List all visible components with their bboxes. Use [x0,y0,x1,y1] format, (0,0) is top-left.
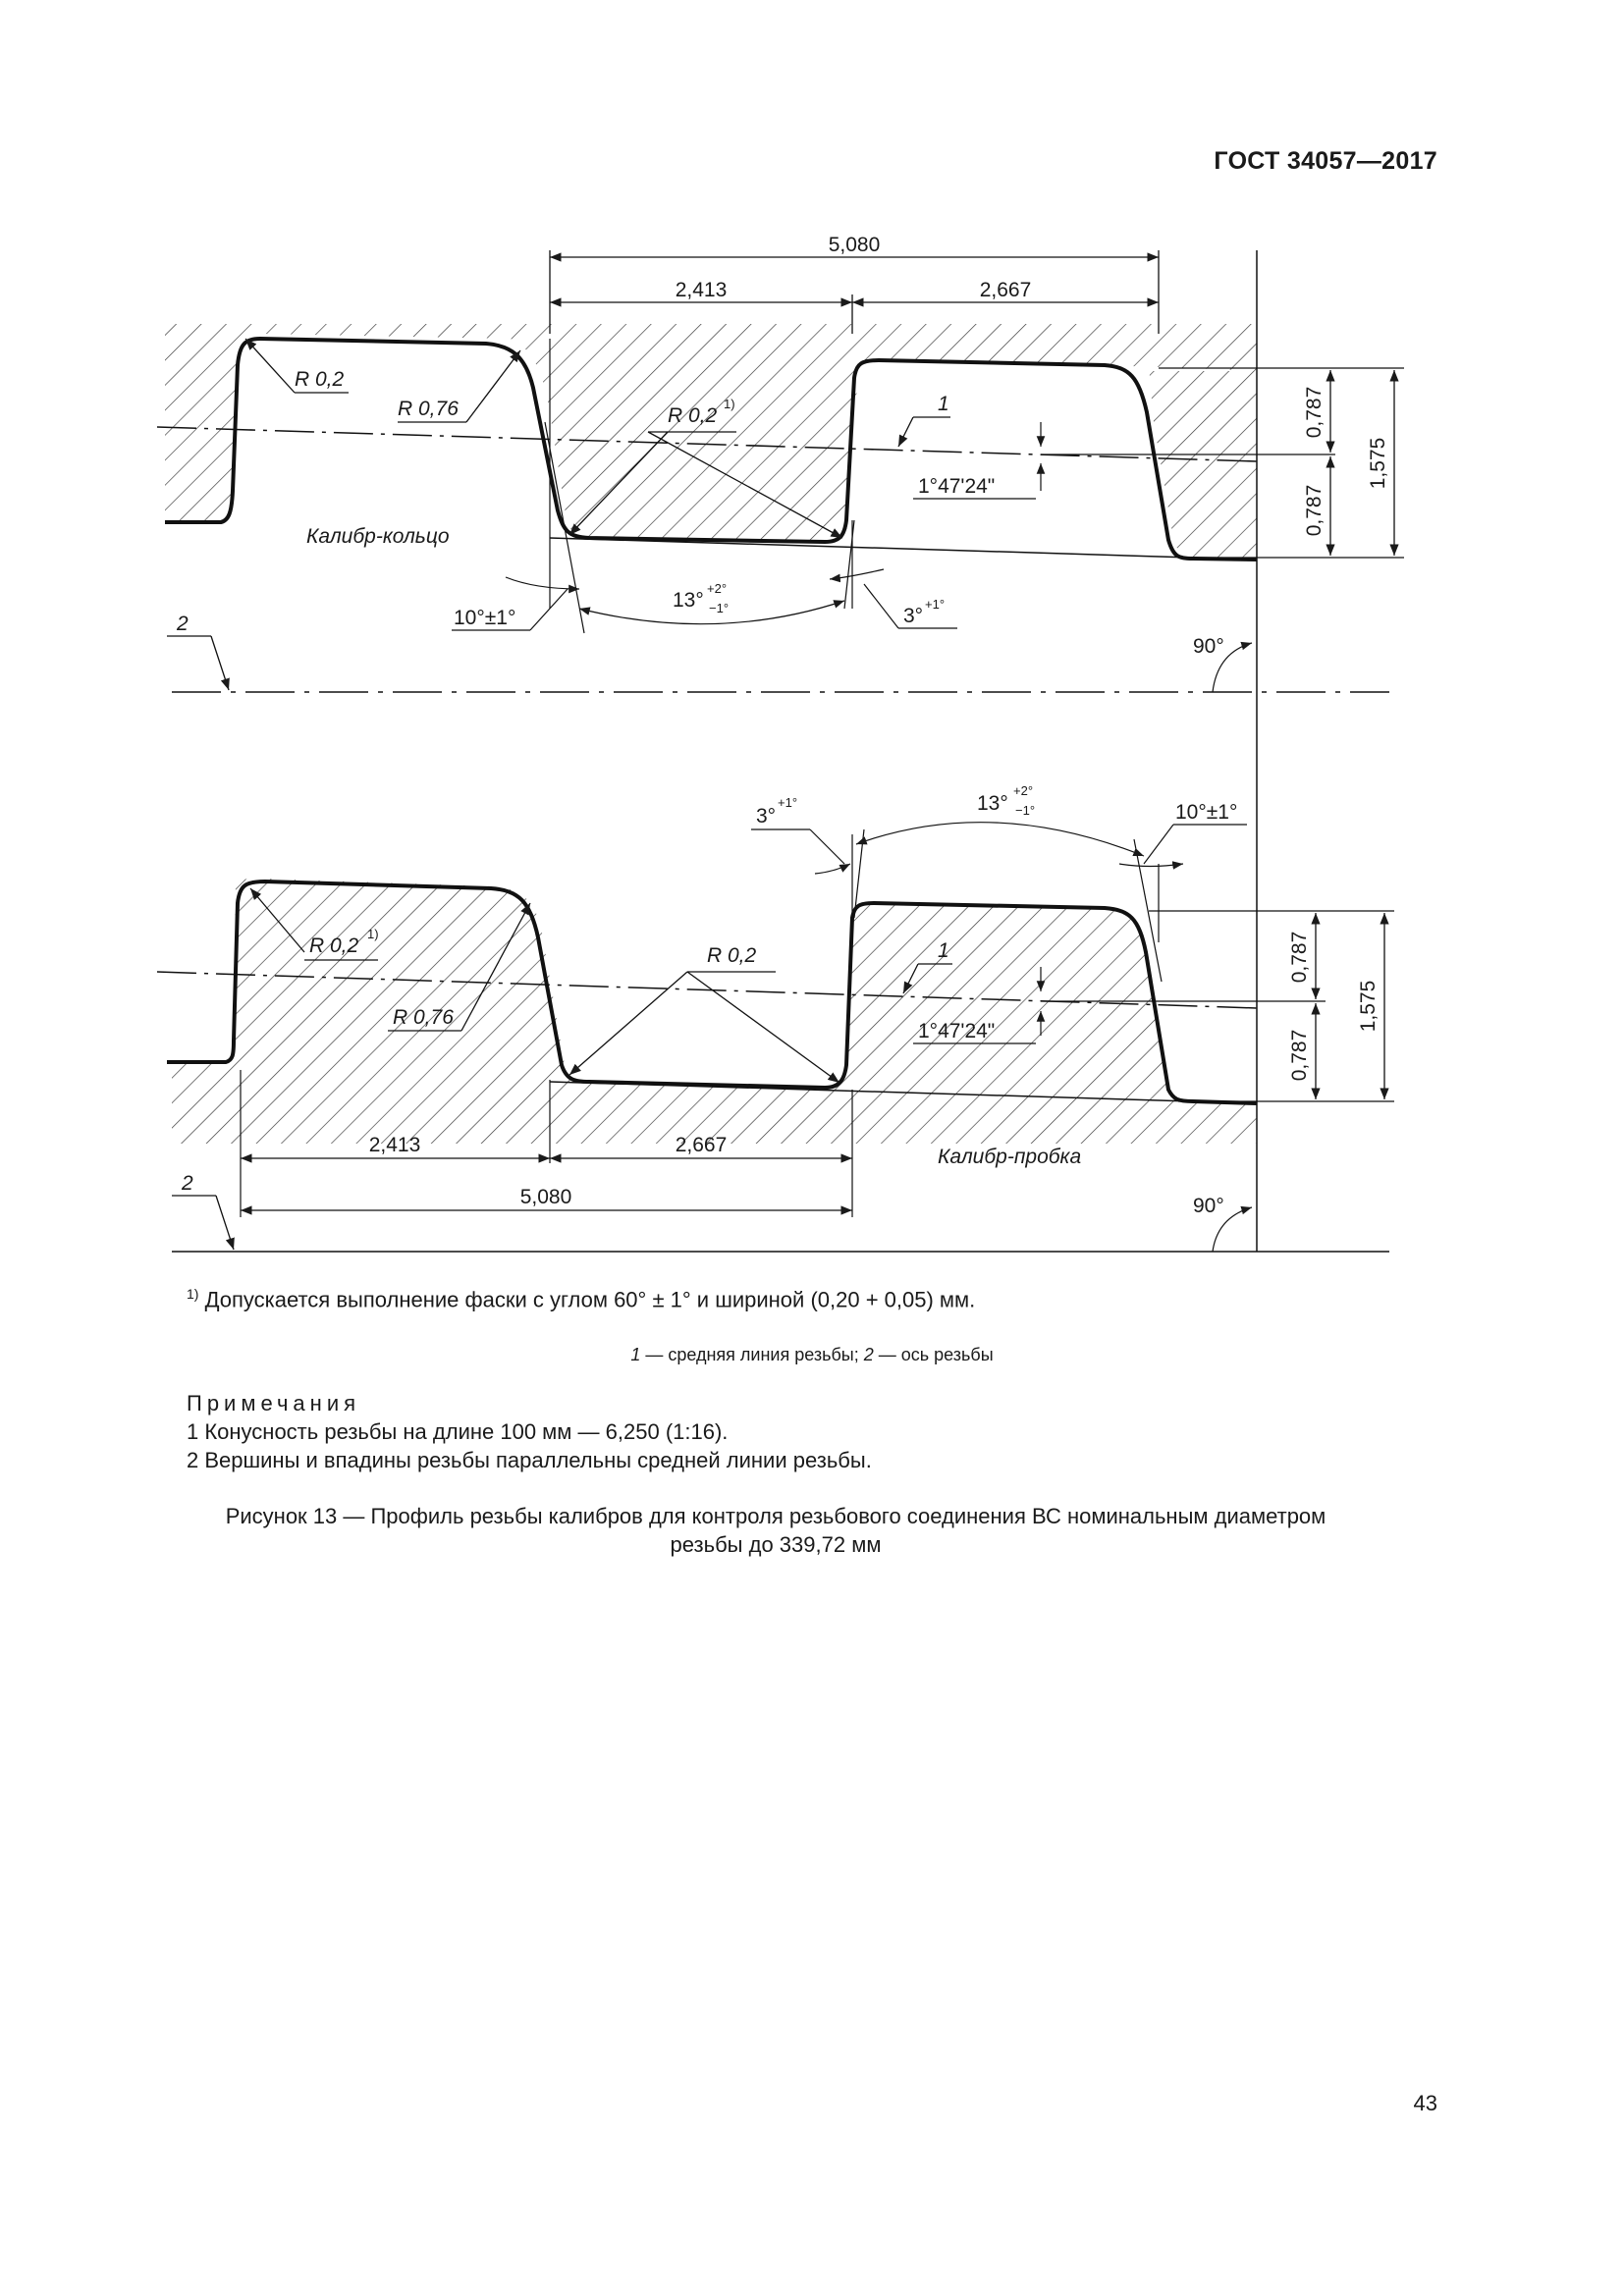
plug-half-height-top: 0,787 [1288,931,1311,984]
ring-hatch-left [165,324,265,522]
plug-right-angle: 90° [1193,1195,1224,1217]
plug-r-chamfer: R 0,2 [309,934,359,957]
standard-header: ГОСТ 34057—2017 [1214,147,1437,175]
plug-gauge-view [157,783,1394,1252]
ring-chamfer-ref: 1) [724,397,735,411]
ring-hatch-top [265,324,1257,542]
ring-gauge-name: Калибр-кольцо [306,525,450,548]
notes [187,1389,872,1474]
plug-r-crest: R 0,2 [707,944,757,967]
plug-r-root: R 0,76 [393,1006,454,1029]
plug-angle-3-base: 3° [756,805,777,828]
plug-seg-b-label: 2,667 [675,1134,728,1156]
ring-label-2: 2 [177,613,189,635]
page-number: 43 [1413,2091,1437,2115]
plug-angle-13-base: 13° [977,792,1008,815]
ring-seg-a-label: 2,413 [675,279,728,301]
figure-legend [0,1345,1624,1365]
ring-r-crest: R 0,2 [295,368,345,391]
plug-label-2: 2 [182,1172,193,1195]
note-item: 1 Конусность резьбы на длине 100 мм — 6,250 (1:16). [187,1419,729,1444]
legend-t1: — средняя линия резьбы; [640,1345,864,1364]
ring-seg-b-label: 2,667 [979,279,1032,301]
footnote-marker: 1) [187,1286,199,1302]
plug-chamfer-ref: 1) [367,927,379,941]
plug-taper-angle: 1°47'24" [918,1020,996,1042]
legend-n1: 1 [630,1345,641,1364]
ring-root-line [550,538,1257,560]
ring-half-height-bottom: 0,787 [1303,484,1326,537]
ring-angle-10: 10°±1° [454,607,516,629]
plug-hatch [172,879,1257,1144]
plug-pitch-label: 5,080 [519,1186,572,1208]
ring-label-1: 1 [938,393,949,415]
caption-line-1: Рисунок 13 — Профиль резьбы калибров для контроля резьбового соединения ВС номинальным диаметром [225,1504,1326,1528]
legend-n2: 2 [863,1345,874,1364]
ring-right-angle: 90° [1193,635,1224,658]
figure-caption [137,1502,1414,1559]
ring-angle-13-base: 13° [673,589,704,612]
plug-half-height-bottom: 0,787 [1288,1029,1311,1082]
plug-seg-a-label: 2,413 [368,1134,421,1156]
footnote-text: Допускается выполнение фаски с углом 60° ± 1° и шириной (0,20 + 0,05) мм. [204,1287,976,1312]
ring-taper-angle: 1°47'24" [918,475,996,498]
plug-angle-13-minus: −1° [1015,803,1036,818]
plug-thread-height: 1,575 [1357,980,1380,1033]
ring-angle-3-plus: +1° [925,597,946,612]
ring-r-chamfer: R 0,2 [668,404,718,427]
footnote [187,1286,975,1312]
legend-t2: — ось резьбы [873,1345,994,1364]
ring-angle-13-minus: −1° [709,601,730,615]
plug-angle-13-plus: +2° [1013,783,1034,798]
plug-gauge-name: Калибр-пробка [938,1146,1082,1168]
plug-label-1: 1 [938,939,949,962]
ring-pitch-label: 5,080 [828,234,881,256]
ring-angle-13-plus: +2° [707,581,728,596]
ring-angle-3-base: 3° [903,605,924,627]
ring-half-height-top: 0,787 [1303,386,1326,439]
ring-thread-height: 1,575 [1367,437,1389,490]
note-item: 2 Вершины и впадины резьбы параллельны средней линии резьбы. [187,1448,872,1472]
plug-angle-10: 10°±1° [1175,801,1238,824]
plug-angle-3-plus: +1° [778,795,798,810]
notes-title: Примечания [187,1391,361,1415]
caption-line-2: резьбы до 339,72 мм [670,1532,882,1557]
ring-r-root: R 0,76 [398,398,459,420]
